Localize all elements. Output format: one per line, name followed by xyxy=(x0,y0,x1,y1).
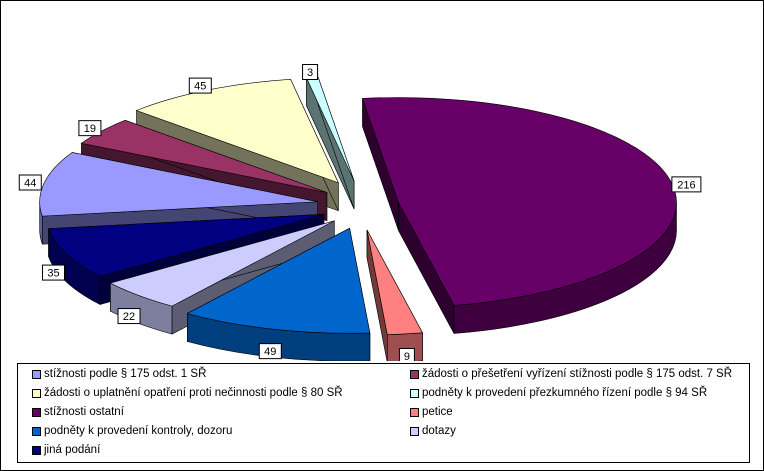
legend-swatch xyxy=(410,370,419,379)
data-label: 216 xyxy=(677,179,696,192)
data-label: 35 xyxy=(47,267,60,280)
data-label: 45 xyxy=(194,80,207,93)
pie-slice-1 xyxy=(362,98,676,334)
legend-item xyxy=(410,422,456,440)
legend-label: podněty k provedení kontroly, dozoru xyxy=(44,425,233,437)
legend-swatch xyxy=(32,446,41,455)
data-label: 22 xyxy=(122,311,136,324)
legend-label: jiná podání xyxy=(44,444,101,456)
pie-chart xyxy=(1,1,764,361)
legend-label: dotazy xyxy=(422,425,456,437)
legend-label: žádosti o přešetření vyřízení stížnosti podle § 175 odst. 7 SŘ xyxy=(422,368,733,380)
legend-item xyxy=(410,365,732,383)
legend-label: žádosti o uplatnění opatření proti nečinnosti podle § 80 SŘ xyxy=(44,387,343,399)
legend-item xyxy=(410,403,453,421)
data-label: 49 xyxy=(264,346,277,359)
legend-item xyxy=(32,384,343,402)
legend-label: stížnosti ostatní xyxy=(44,406,124,418)
legend-item xyxy=(32,422,232,440)
legend-swatch xyxy=(32,370,41,379)
legend-swatch xyxy=(410,408,419,417)
chart-legend xyxy=(17,363,750,463)
legend-swatch xyxy=(32,408,41,417)
legend-item xyxy=(32,403,124,421)
legend-label: stížnosti podle § 175 odst. 1 SŘ xyxy=(44,368,207,380)
legend-swatch xyxy=(410,389,419,398)
data-label: 44 xyxy=(24,177,37,190)
legend-label: petice xyxy=(422,406,453,418)
data-label: 3 xyxy=(307,66,314,79)
data-label: 9 xyxy=(403,350,410,361)
legend-item xyxy=(32,365,206,383)
legend-swatch xyxy=(32,389,41,398)
legend-label: podněty k provedení přezkumného řízení podle § 94 SŘ xyxy=(422,387,708,399)
data-label: 19 xyxy=(83,123,97,136)
legend-swatch xyxy=(32,427,41,436)
legend-item xyxy=(410,384,707,402)
legend-swatch xyxy=(410,427,419,436)
legend-item xyxy=(32,441,100,459)
